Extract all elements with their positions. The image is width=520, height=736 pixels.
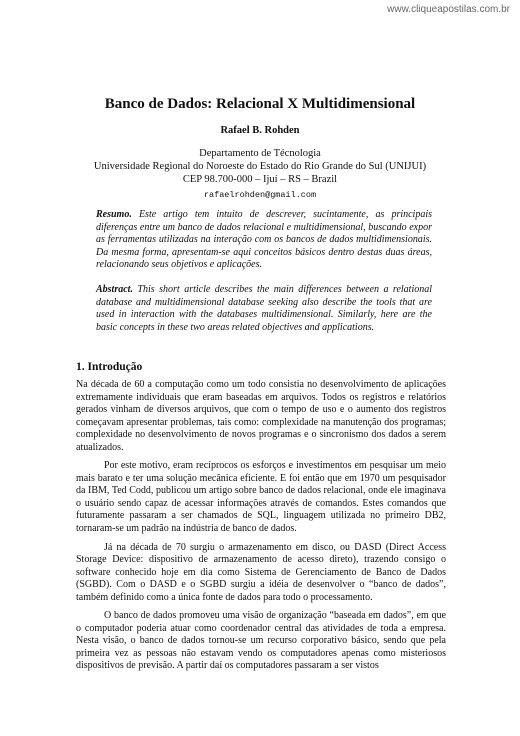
resumo-label: Resumo. (96, 209, 132, 220)
resumo-text: Este artigo tem intuito de descrever, sucintamente, as principais diferenças entre um banco de dados relacional e multidimensional, buscando expor as ferramentas utilizadas na interação com os bancos de dados multidimensionais. Da mesma forma, apresentam-se aqui conceitos básicos dentro destas duas áreas, relacionando seus objetivos e aplicações. (96, 209, 432, 271)
watermark: www.cliqueapostilas.com.br (387, 4, 510, 15)
section-heading: 1. Introdução (76, 361, 143, 373)
author-email: rafaelrohden@gmail.com (203, 190, 317, 200)
body-paragraph: Por este motivo, eram recíprocos os esforços e investimentos em pesquisar um meio mais barato e ter uma solução mecânica eficiente. E foi então que em 1970 um pesquisador da IBM, Ted Codd, publicou um artigo sobre banco de dados relacional, onde ele imaginava o usuário sendo capaz de acessar informações através de comandos. Estes comandos que futuramente passaram a ser chamados de SQL, linguagem utilizada no primeiro DB2, tornaram-se um padrão na indústria de banco de dados. (76, 460, 446, 535)
abstract-text: This short article describes the main differences between a relational database and multidimensional database seeking also describe the tools that are used in interaction with the databases multidimensional. Similarly, here are the basic concepts in these two areas related objectives and applications. (96, 284, 433, 333)
body-paragraph: Na década de 60 a computação como um todo consistia no desenvolvimento de aplicações extremamente individuais que eram baseadas em arquivos. Todos os registros e relatórios gerados vinham de diversos arquivos, que com o tempo de uso e o aumento dos registros começavam apresentar problemas, tais como: complexidade na manutenção dos programas; complexidade no desenvolvimento de novos programas e o sincronismo dos dados a serem atualizados. (76, 379, 446, 453)
body-paragraph: Já na década de 70 surgiu o armazenamento em disco, ou DASD (Direct Access Storage Device: dispositivo de armazenamento de acesso direto), trazendo consigo o software conhecido hoje em dia como Sistema de Gerenciamento de Banco de Dados (SGBD). Com o DASD e o SGBD surgiu a idéia de desenvolver o “banco de dados”, também definido como a única fonte de dados para todo o processamento. (76, 541, 446, 603)
resumo-paragraph (96, 209, 432, 272)
affiliation (0, 147, 520, 186)
section-body (76, 379, 446, 679)
affiliation-department: Departamento de Técnologia (199, 148, 321, 159)
affiliation-address: CEP 98.700-000 – Ijuí – RS – Brazil (182, 174, 338, 185)
body-paragraph: O banco de dados promoveu uma visão de organização “baseada em dados”, em que o computador poderia atuar como coordenador central das atividades de toda a empresa. Nesta visão, o banco de dados tornou-se um recurso corporativo básico, sendo que pela primeira vez as pessoas não estavam vendo os computadores apenas como misteriosos dispositivos de previsão. A partir daí os computadores passaram a ser vistos (76, 610, 446, 672)
paper-title: Banco de Dados: Relacional X Multidimensional (104, 96, 416, 112)
abstract-label: Abstract. (96, 284, 133, 295)
affiliation-university: Universidade Regional do Noroeste do Estado do Rio Grande do Sul (UNIJUI) (93, 161, 427, 172)
author-name: Rafael B. Rohden (220, 125, 300, 136)
abstract-paragraph (96, 284, 432, 334)
